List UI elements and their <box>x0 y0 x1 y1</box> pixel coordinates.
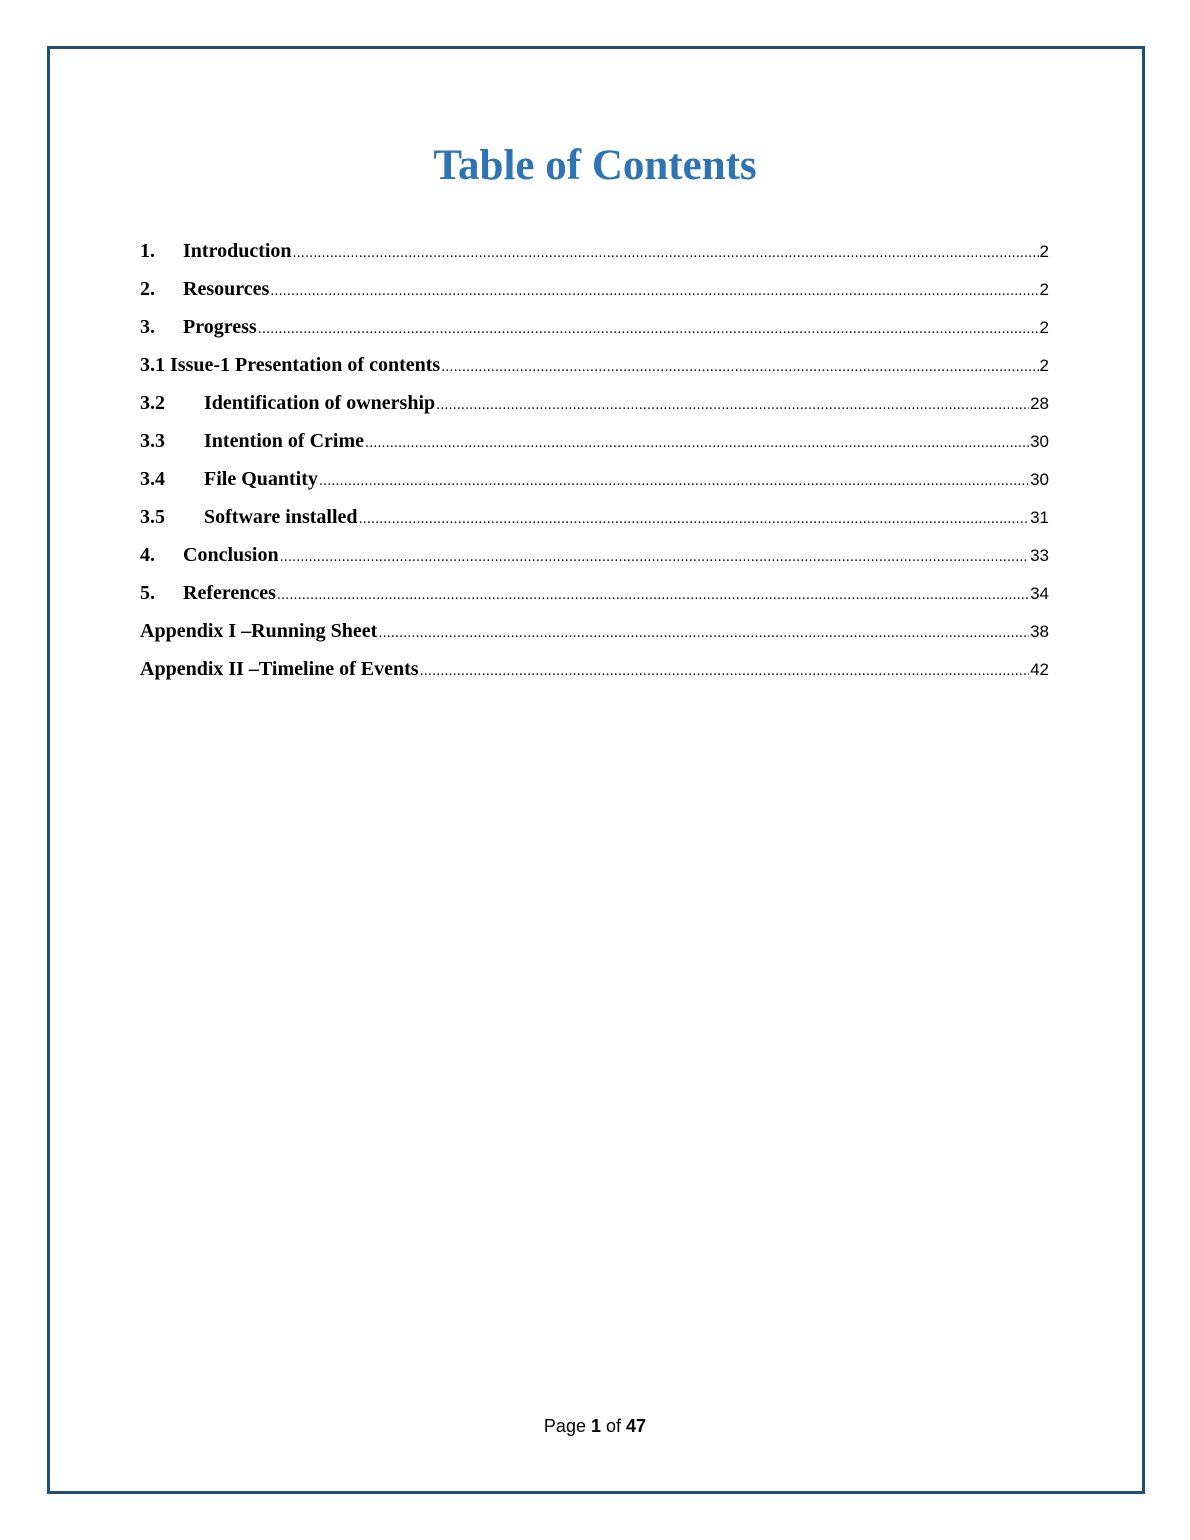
toc-entry-label: Appendix II –Timeline of Events <box>140 658 419 680</box>
toc-entry-number: 5. <box>140 582 155 604</box>
toc-entry-label: 3.1 Issue-1 Presentation of contents <box>140 354 441 376</box>
footer-page-word: Page <box>543 1416 586 1436</box>
toc-entry-label: Conclusion <box>183 544 279 566</box>
toc-entry-references[interactable] <box>140 574 1049 612</box>
toc-entry-conclusion[interactable] <box>140 536 1049 574</box>
toc-leader-dots <box>319 463 1029 498</box>
toc-entry-page: 28 <box>1030 394 1049 413</box>
toc-entry-label: Progress <box>183 316 257 338</box>
toc-leader-dots <box>378 615 1029 650</box>
toc-entry-file-quantity[interactable] <box>140 460 1049 498</box>
toc-entry-page: 2 <box>1039 242 1049 261</box>
toc-entry-page: 33 <box>1030 546 1049 565</box>
toc-entry-page: 31 <box>1030 508 1049 527</box>
page-title: Table of Contents <box>433 142 757 189</box>
toc-entry-page: 30 <box>1030 470 1049 489</box>
toc-entry-issue-1-presentation[interactable] <box>140 346 1049 384</box>
toc-entry-introduction[interactable] <box>140 232 1049 270</box>
toc-entry-number: 2. <box>140 278 155 300</box>
toc-entry-number: 1. <box>140 240 155 262</box>
footer-total-pages: 47 <box>626 1416 647 1436</box>
toc-entry-label: Appendix I –Running Sheet <box>140 620 378 642</box>
toc-entry-intention-of-crime[interactable] <box>140 422 1049 460</box>
toc-leader-dots <box>258 311 1039 346</box>
toc-entry-number: 3.3 <box>140 430 165 452</box>
toc-list <box>140 232 1049 688</box>
footer-of-word: of <box>606 1416 622 1436</box>
toc-leader-dots <box>365 425 1029 460</box>
toc-entry-page: 2 <box>1039 356 1049 375</box>
toc-entry-label: Identification of ownership <box>204 392 436 414</box>
toc-leader-dots <box>359 501 1030 536</box>
toc-entry-progress[interactable] <box>140 308 1049 346</box>
toc-entry-label: File Quantity <box>204 468 318 490</box>
toc-leader-dots <box>436 387 1029 422</box>
toc-entry-identification-of-ownership[interactable] <box>140 384 1049 422</box>
toc-entry-label: Intention of Crime <box>204 430 364 452</box>
toc-entry-appendix-i[interactable] <box>140 612 1049 650</box>
footer-current-page: 1 <box>590 1416 601 1436</box>
toc-entry-page: 2 <box>1039 280 1049 299</box>
toc-entry-number: 3.5 <box>140 506 165 528</box>
toc-entry-number: 3.2 <box>140 392 165 414</box>
toc-leader-dots <box>277 577 1029 612</box>
toc-leader-dots <box>280 539 1029 574</box>
toc-entry-page: 42 <box>1030 660 1049 679</box>
toc-leader-dots <box>441 349 1038 384</box>
toc-entry-resources[interactable] <box>140 270 1049 308</box>
toc-leader-dots <box>270 273 1038 308</box>
toc-entry-number: 3.4 <box>140 468 165 490</box>
toc-entry-label: Software installed <box>204 506 358 528</box>
toc-leader-dots <box>293 235 1039 270</box>
toc-entry-software-installed[interactable] <box>140 498 1049 536</box>
toc-entry-page: 38 <box>1030 622 1049 641</box>
toc-entry-appendix-ii[interactable] <box>140 650 1049 688</box>
toc-entry-page: 2 <box>1039 318 1049 337</box>
toc-entry-page: 30 <box>1030 432 1049 451</box>
toc-entry-page: 34 <box>1030 584 1049 603</box>
toc-entry-label: Introduction <box>183 240 292 262</box>
toc-entry-label: Resources <box>183 278 270 300</box>
toc-entry-number: 4. <box>140 544 155 566</box>
page-footer <box>0 1416 1190 1437</box>
toc-leader-dots <box>420 653 1030 688</box>
toc-entry-number: 3. <box>140 316 155 338</box>
toc-entry-label: References <box>183 582 276 604</box>
